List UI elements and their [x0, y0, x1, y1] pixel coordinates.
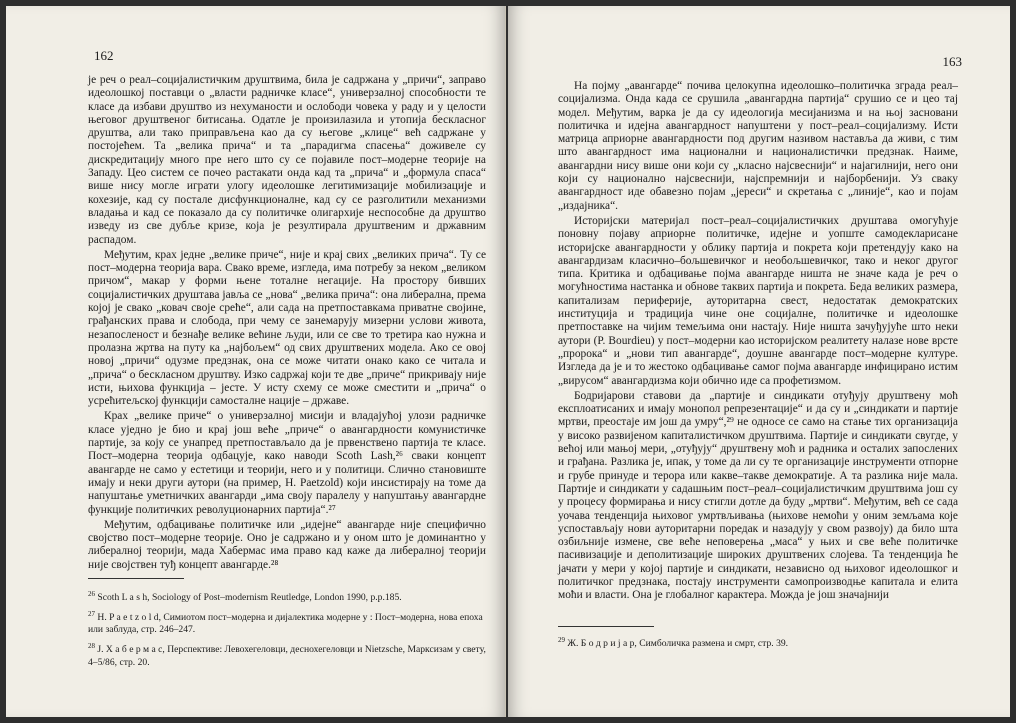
paragraph: Историјски материјал пост–реал–социјалистичких друштава омогућује поновну појаву априорне политичке, идејне и уопште самодекларисане историјске авангардности у облику партија и покрета који претендују како на авангардизам класично–бољшевичког и необољшевичког, тако и неког другог типа. Критика и одбацивање појма авангарде ништа не значе када је реч о могућностима настанка и обнове таквих партија и покрета. Беда великих размера, капитализам периферије, ауторитарна свест, недостатак демократских институција и традиција чине оне социјалне, политичке и идеолошке претпоставке на чијим темељима они настају. Није ништа зачуђујуће што неки аутори (P. Bourdieu) у пост–модерни као историјском реалитету налазе нове врсте „пророка“ и „нови тип авангарде“, доушне авангарде пост–модерне културе. Изгледа да је и то жестоко одбацивање самог појма авангарде инфицирано истим „вирусом“ авангардизма који обично иде са профетизмом.: [558, 214, 958, 387]
footnote: $^{27}$ H. P a e t z o l d, Симиотом пост–модерна и дијалектика модерне у : Пост–модерна, нова епоха или заблуда, стр. 246–247.: [88, 610, 483, 636]
paragraph: На појму „авангарде“ почива целокупна идеолошко–политичка зграда реал–социјализма. Онда када се срушила „авангардна партија“ срушио се и цео тај модел. Међутим, варка је да су идеологија месијанизма и на њој засновани политичка и идејна авангардност напуштени у пост–реал–социјализму. Исти матрица априорне авангардности под другим називом наставља да живи, с тим што авангардност има национални и националистички предзнак. Наиме, авангардни нису више они који су „класно најсвеснији“ и најагилнији, него они који су национално најсвеснији, најспремнији и најборбенији. Уз сваку авангардност иде обавезно појам „јереси“ и скретања с „линије“, као и појам „издајника“.: [558, 80, 958, 212]
footnote: $^{26}$ Scoth L a s h, Sociology of Post–modernism Reutledge, London 1990, p.p.185.: [88, 590, 402, 604]
paragraph: је реч о реал–социјалистичким друштвима, била је садржана у „причи“, заправо идеолошкој поставци о „власти радничке класе“, универзалној способности те класе да избави друштво из нехуманости и ослободи човека у раду и у целости његовог друштвеног битисања. Одатле је произилазила и утопија бескласног друштва, али тако приправљена као да су његове „клице“ већ садржане у постојећем. Та „велика прича“ и та „парадигма спасења“ доживеле су дискредитацију много пре него што су се појавиле пост–модерне теорије на Западу. Цео систем се почео растакати онда кад та „прича“ и „формула спаса“ више нису могле играти улогу идеолошке легитимизације мобилизације и кохезије, кад су постале дисфункционалне, кад су се разголитили механизми владања и кад се показало да су политичке олигархије неспособне да друштво изведу из све дубље кризе, која је резултирала друштвеним и државним распадом.: [88, 74, 486, 246]
right-page: [508, 6, 1010, 717]
left-footnotes: [88, 588, 486, 673]
footnote: $^{28}$ J. Х а б е р м а с, Перспективе: Левохегеловци, деснохегеловци и Nietzsche, Марксизам у свету, 4–5/86, стр. 20.: [88, 642, 486, 668]
paragraph: Међутим, крах једне „велике приче“, није и крај свих „великих прича“. Ту се пост–модерна теорија вара. Свако време, изгледа, има потребу за неком „великом причом“, макар у форми њене тоталне негације. На простору бивших социјалистичких друштава јавља се „нова“ „велика прича“: она либерална, према којој је свако „ковач своје среће“, али сада на претпоставкама приватне својине, грађанских права и слобода, при чему се занемарују мизерни услови живота, незапосленост и безнађе велике већине људи, или се све то третира као нужна и пролазна жртва на путу ка „најбољем“ од свих друштвених модела. Ако се овој новој „причи“ одузме предзнак, она се може читати онако како се читала и „прича“ о бескласном друштву. Изко садржај који те две „приче“ прикривају није исти, њихова функција – јесте. У исту схему се може сместити и „прича“ о усрећитељској функцији самосталне нације – државе.: [88, 248, 486, 408]
footnote: $^{29}$ Ж. Б о д р и ј а р, Симболичка размена и смрт, стр. 39.: [558, 636, 789, 650]
right-body-text: [558, 80, 958, 605]
right-footnotes: [558, 634, 958, 654]
left-body-text: [88, 74, 486, 574]
paragraph: Међутим, одбацивање политичке или „идејне“ авангарде није специфично својство пост–модерне теорије. Оно је садржано и у оном што је доминантно у либералној теорији, мада Хабермас има право кад каже да либералној теорији није својствен туђ концепт авангарде.²⁸: [88, 518, 486, 571]
footnote-divider: [88, 578, 184, 579]
page-number-right: 163: [942, 54, 962, 69]
page-number-left: 162: [94, 48, 114, 63]
paragraph: Крах „велике приче“ о универзалној мисији и владајућој улози радничке класе уједно је био и крај још веће „приче“ о авангардности комунистичке партије, за коју се унапред претпостављало да је првенствено партија те класе. Пост–модерна теорија одбацује, како наводи Scoth Lash,²⁶ сваки концепт авангарде не само у естетици и теорији, него и у политици. Слично становиште имају и неки други аутори (на пример, H. Paetzold) који инсистирају на томе да напуштање уметничких авангарди „има своју паралелу у напуштању авангардне функције политичких револуционарних партија“.²⁷: [88, 410, 486, 516]
left-page: [6, 6, 506, 717]
footnote-divider: [558, 626, 654, 627]
paragraph: Бодријарови ставови да „партије и синдикати отуђују друштвену моћ експлоатисаних и имају монопол репрезентације“ и да су и „синдикати и партије мртви, преостаје им још да умру“,²⁹ не односе се само на стање тих организација у високо развијеном капиталистичком друштвима. Партије и синдикати свугде, у већој или мањој мери, „отуђују“ друштвену моћ и радника и осталих запослених и грађана. Разлика је, ипак, у томе да ли су те организације инструменти отпорне и грубе принуде и терора или какве–такве демократије. А та разлика није мала. Партије и синдикати у садашњим пост–реал–социјалистичким друштвима још су у процесу формирања и нису стигли дотле да буду „мртви“. Међутим, већ се сада уочава тенденција њиховог умртвљивања (њихове немоћи у оним земљама које успостављају нови ауторитарни поредак и назадују у свом развоју) да било шта озбиљније измене, све веће неповерења „маса“ у њих и све веће политичке пасивизације и деполитизације широких друштвених слојева. Та тенденција ће јачати у мери у којој партије и синдикати, независно од њиховог идеолошког и политичког предзнака, постају инструменти самопроизводње капитала и елита моћи и власти. Она је глобалног карактера. Можда је још значајнији: [558, 389, 958, 602]
